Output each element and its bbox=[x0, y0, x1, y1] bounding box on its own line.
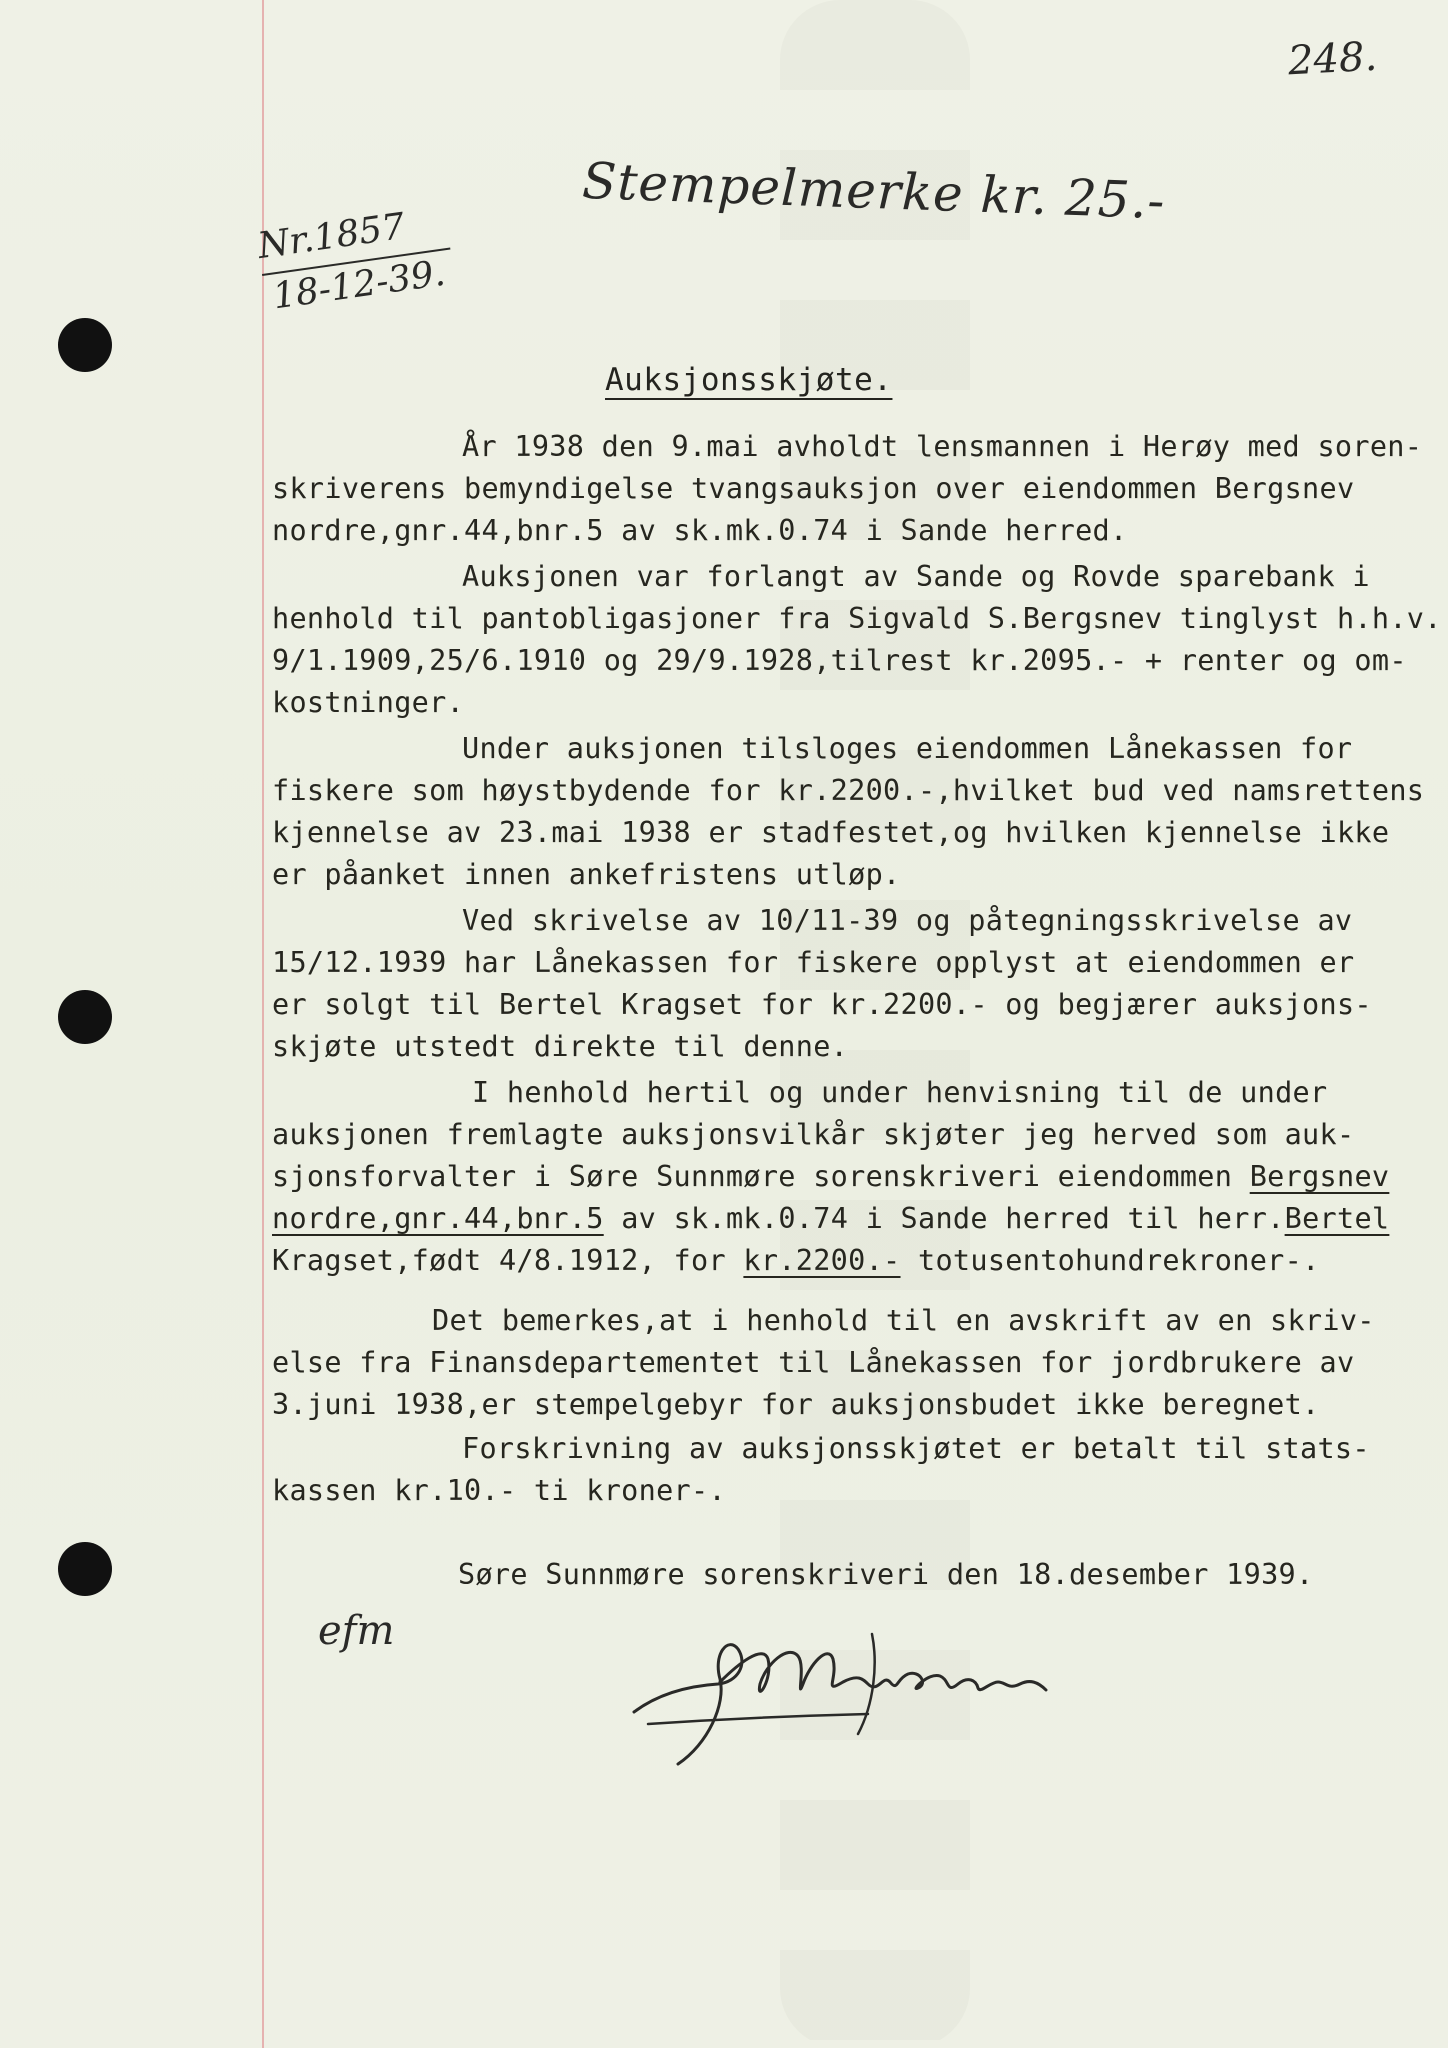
punch-hole-top bbox=[58, 318, 112, 372]
clerk-initials: efm bbox=[318, 1608, 395, 1654]
text-line: skjøte utstedt direkte til denne. bbox=[272, 1030, 849, 1063]
place-and-date-line: Søre Sunnmøre sorenskriveri den 18.desember 1939. bbox=[458, 1558, 1314, 1591]
document-title: Auksjonsskjøte. bbox=[605, 362, 893, 398]
punch-hole-middle bbox=[58, 990, 112, 1044]
underlined-gnr-bnr: nordre,gnr.44,bnr.5 bbox=[272, 1202, 604, 1235]
text-segment: Kragset,født 4/8.1912, for bbox=[272, 1244, 744, 1277]
underlined-buyer-first-name: Bertel bbox=[1284, 1202, 1390, 1235]
text-line bbox=[272, 1244, 1320, 1286]
text-line: else fra Finansdepartementet til Lånekassen for jordbrukere av bbox=[272, 1346, 1355, 1379]
text-line: År 1938 den 9.mai avholdt lensmannen i Herøy med soren- bbox=[462, 430, 1423, 463]
underlined-amount: kr.2200.- bbox=[743, 1244, 901, 1277]
text-line: skriverens bemyndigelse tvangsauksjon over eiendommen Bergsnev bbox=[272, 472, 1355, 505]
entry-date: 18-12-39. bbox=[270, 252, 448, 318]
text-line: 9/1.1909,25/6.1910 og 29/9.1928,tilrest kr.2095.- + renter og om- bbox=[272, 644, 1407, 677]
text-line: 3.juni 1938,er stempelgebyr for auksjonsbudet ikke beregnet. bbox=[272, 1388, 1320, 1421]
text-line: kostninger. bbox=[272, 686, 465, 719]
text-line: henhold til pantobligasjoner fra Sigvald S.Bergsnev tinglyst h.h.v. bbox=[272, 602, 1442, 635]
stamp-fee-note: Stempelmerke kr. 25.- bbox=[581, 151, 1167, 231]
amount-in-words: totusentohundrekroner-. bbox=[900, 1244, 1320, 1277]
signature bbox=[628, 1624, 1108, 1774]
text-line: er påanket innen ankefristens utløp. bbox=[272, 858, 901, 891]
entry-note bbox=[255, 199, 468, 336]
text-line: kassen kr.10.- ti kroner-. bbox=[272, 1474, 726, 1507]
text-line: er solgt til Bertel Kragset for kr.2200.- og begjærer auksjons- bbox=[272, 988, 1372, 1021]
punch-hole-bottom bbox=[58, 1542, 112, 1596]
text-line: auksjonen fremlagte auksjonsvilkår skjøter jeg herved som auk- bbox=[272, 1118, 1355, 1151]
text-line bbox=[272, 1202, 1389, 1244]
text-line: nordre,gnr.44,bnr.5 av sk.mk.0.74 i Sande herred. bbox=[272, 514, 1128, 547]
text-line: kjennelse av 23.mai 1938 er stadfestet,og hvilken kjennelse ikke bbox=[272, 816, 1390, 849]
text-line: Under auksjonen tilsloges eiendommen Lånekassen for bbox=[462, 732, 1353, 765]
red-margin-line bbox=[262, 0, 264, 2048]
text-line: Auksjonen var forlangt av Sande og Rovde sparebank i bbox=[462, 560, 1370, 593]
text-line: 15/12.1939 har Lånekassen for fiskere opplyst at eiendommen er bbox=[272, 946, 1355, 979]
text-line bbox=[272, 1160, 1389, 1202]
text-segment: av sk.mk.0.74 i Sande herred til herr. bbox=[621, 1202, 1285, 1235]
entry-number: Nr.1857 bbox=[255, 205, 408, 268]
text-line: Det bemerkes,at i henhold til en avskrift av en skriv- bbox=[432, 1304, 1375, 1337]
text-line: fiskere som høystbydende for kr.2200.-,hvilket bud ved namsrettens bbox=[272, 774, 1425, 807]
text-segment: sjonsforvalter i Søre Sunnmøre sorenskriveri eiendommen bbox=[272, 1160, 1250, 1193]
page-number: 248. bbox=[1286, 33, 1379, 85]
text-line: Forskrivning av auksjonsskjøtet er betalt til stats- bbox=[462, 1432, 1370, 1465]
text-line: I henhold hertil og under henvisning til de under bbox=[472, 1076, 1328, 1109]
text-line: Ved skrivelse av 10/11-39 og påtegningsskrivelse av bbox=[462, 904, 1353, 937]
underlined-property-name: Bergsnev bbox=[1249, 1160, 1390, 1193]
